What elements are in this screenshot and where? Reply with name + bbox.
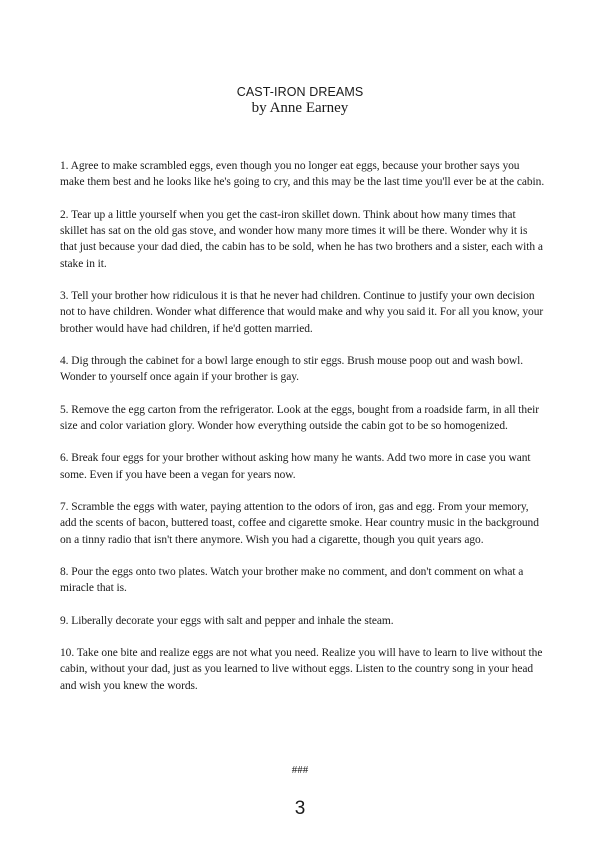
paragraph-2: 2. Tear up a little yourself when you get the cast-iron skillet down. Think about how many times that skillet has sat on the old gas stove, and wonder how many more times it will be there. Wonder why it is that just because your dad died, the cabin has to be sold, when he has two brothers and a sister, each with a stake in it. — [60, 208, 543, 270]
paragraph-7: 7. Scramble the eggs with water, paying attention to the odors of iron, gas and egg. From your memory, add the scents of bacon, buttered toast, coffee and cigarette smoke. Hear country music in the background on a tinny radio that isn't there anymore. Wish you had a cigarette, though you quit years ago. — [60, 501, 539, 546]
paragraph-1: 1. Agree to make scrambled eggs, even though you no longer eat eggs, because your brother says you make them best and he looks like he's going to cry, and this may be the last time you'll ever be at the cabin. — [60, 160, 545, 189]
story-title: CAST-IRON DREAMS — [236, 85, 364, 99]
paragraph-9: 9. Liberally decorate your eggs with salt and pepper and inhale the steam. — [60, 614, 394, 627]
story-body — [60, 158, 545, 710]
paragraph-3: 3. Tell your brother how ridiculous it is that he never had children. Continue to justify your own decision not to have children. Wonder what difference that would make and why you said it. For all you know, your brother would have had children, if he'd gotten married. — [60, 289, 544, 335]
paragraph-6: 6. Break four eggs for your brother without asking how many he wants. Add two more in case you want some. Even if you have been a vegan for years now. — [60, 452, 531, 481]
page-number: 3 — [294, 798, 306, 819]
paragraph-8: 8. Pour the eggs onto two plates. Watch your brother make no comment, and don't comment on what a miracle that is. — [60, 566, 524, 595]
author-byline: by Anne Earney — [251, 100, 349, 116]
paragraph-4: 4. Dig through the cabinet for a bowl large enough to stir eggs. Brush mouse poop out and wash bowl. Wonder to yourself once again if your brother is gay. — [60, 354, 524, 384]
paragraph-5: 5. Remove the egg carton from the refrigerator. Look at the eggs, bought from a roadside farm, in all their size and color variation glory. Wonder how everything outside the cabin got to be so homogenized. — [60, 403, 539, 432]
section-separator: ### — [291, 764, 309, 776]
paragraph-10: 10. Take one bite and realize eggs are not what you need. Realize you will have to learn to live without the cabin, without your dad, just as you learned to live without eggs. Listen to the country song in your head and wish you knew the words. — [60, 647, 543, 692]
